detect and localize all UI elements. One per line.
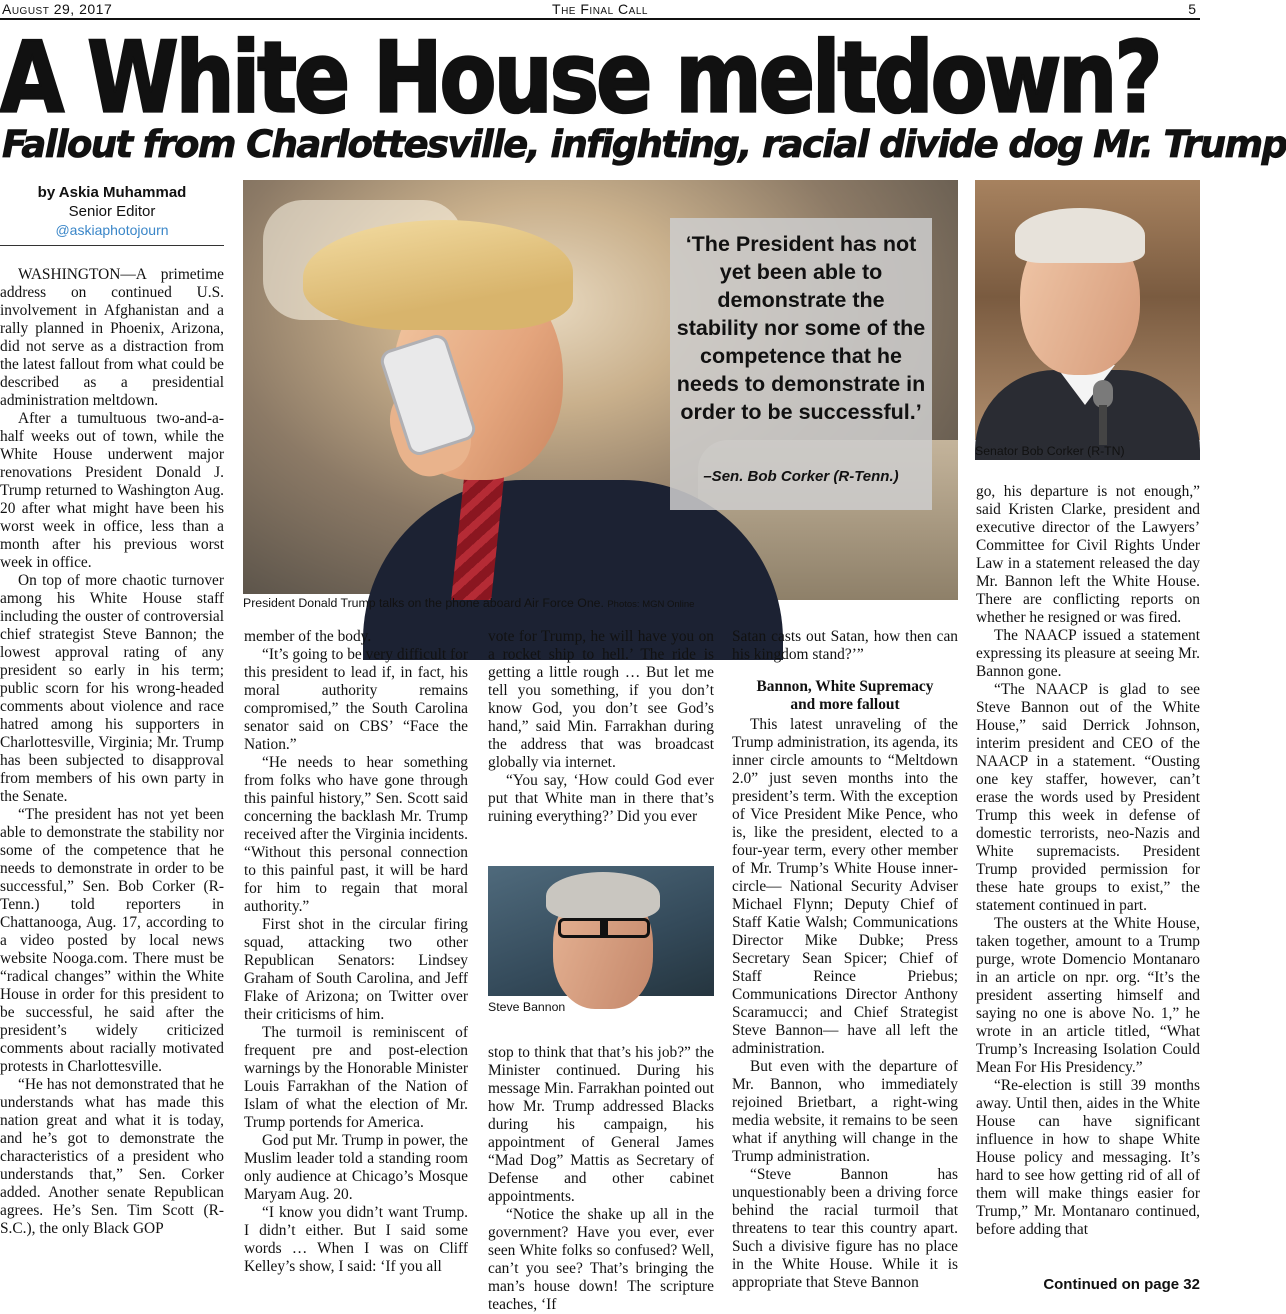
main-photo-caption <box>243 596 958 612</box>
main-photo-caption-text: President Donald Trump talks on the phone aboard Air Force One. <box>243 596 604 610</box>
byline-twitter-handle[interactable]: @askiaphotojourn <box>55 222 169 238</box>
article-paragraph: “The NAACP is glad to see Steve Bannon out of the White House,” said Derrick Johnson, interim president and CEO of the NAACP in a statement. “Ousting one key staffer, however, can’t erase the words used by President Trump this week in defense of domestic terrorists, neo-Nazis and White supremacists. President Trump provided permission for these hate groups to exist,” the statement continued in part. <box>976 681 1200 914</box>
article-paragraph: “Re-election is still 39 months away. Until then, aides in the White House can have significant influence in how to shape White House policy and messaging. It’s hard to see how getting rid of all of them will make things easier for Trump,” Mr. Montanaro continued, before adding that <box>976 1077 1200 1238</box>
corker-photo <box>975 180 1200 440</box>
bannon-photo-caption: Steve Bannon <box>488 1000 566 1014</box>
photo-hair <box>1015 208 1145 263</box>
article-paragraph: go, his departure is not enough,” said Kristen Clarke, president and executive director of the Lawyers’ Committee for Civil Rights Under Law in a statement released the day Mr. Bannon left the White House. There are conflicting reports on whether he resigned or was fired. <box>976 483 1200 626</box>
section-subhead-line: and more fallout <box>790 696 900 713</box>
subheadline: Fallout from Charlottesville, infighting, racial divide dog Mr. Trump <box>2 123 1286 166</box>
article-paragraph: “He needs to hear something from folks who have gone through this painful history,” Sen. Scott said concerning the backlash Mr. Trump received after the Virginia incidents. “Without this personal connection to this painful past, it will be hard for him to regain that moral authority.” <box>244 754 468 915</box>
article-paragraph: member of the body. <box>244 628 372 645</box>
article-paragraph: The NAACP issued a statement expressing its pleasure at seeing Mr. Bannon gone. <box>976 627 1200 680</box>
article-column-1 <box>0 266 224 1238</box>
article-column-4 <box>732 628 958 1292</box>
photo-hair <box>546 872 660 920</box>
microphone-icon <box>1093 380 1113 408</box>
byline-title: Senior Editor <box>68 203 156 220</box>
pull-quote <box>670 218 932 510</box>
article-paragraph: “The president has not yet been able to demonstrate the stability nor some of the competence that he needs to demonstrate in order to be successful,” Sen. Bob Corker (R-Tenn.) told reporters in Chattanooga, Aug. 17, according to a video posted by local news website Nooga.com. There must be “radical changes” within the White House in order for this president to be successful, he said after the president’s widely criticized comments about racially motivated protests in Charlottesville. <box>0 806 224 1075</box>
corker-photo-caption: Senator Bob Corker (R-TN) <box>975 444 1125 458</box>
article-paragraph: vote for Trump, he will have you on a rocket ship to hell.’ The ride is getting a little rough … But let me tell you something, if you don’t know God, you don’t see God’s hand,” said Min. Farrakhan during the address that was broadcast globally via internet. <box>488 628 714 771</box>
publication-name: The Final Call <box>552 1 648 17</box>
article-paragraph: stop to think that that’s his job?” the Minister continued. During his message Min. Farrakhan pointed out how Mr. Trump addressed Blacks during his campaign, his appointment of General James “Mad Dog” Mattis as Secretary of Defense and other cabinet appointments. <box>488 1044 714 1205</box>
article-paragraph: “Notice the shake up all in the government? Have you ever, ever seen White folks so confused? Well, can’t you see? That’s bringing the man’s house down! The scripture teaches, ‘If <box>488 1206 714 1313</box>
article-paragraph: The ousters at the White House, taken together, amount to a Trump purge, wrote Domencio Montanaro in an article on npr. org. “It’s the president asserting himself and saying no one is above No. 1,” he wrote in an article titled, “What Trump’s Increasing Isolation Could Mean For His Presidency.” <box>976 915 1200 1076</box>
bannon-photo <box>488 866 714 996</box>
microphone-stand <box>1099 405 1107 445</box>
photo-credit: Photos: MGN Online <box>607 599 695 610</box>
pull-quote-attribution: –Sen. Bob Corker (R-Tenn.) <box>703 468 899 485</box>
article-paragraph: The turmoil is reminiscent of frequent pre and post-election warnings by the Honorable Minister Louis Farrakhan of the Nation of Islam of what the election of Mr. Trump portends for America. <box>244 1024 468 1131</box>
headline: A White House meltdown? <box>0 20 1160 136</box>
article-paragraph: But even with the departure of Mr. Bannon, who immediately rejoined Brietbart, a right-wing media website, it remains to be seen what if anything will change in the Trump administration. <box>732 1058 958 1165</box>
glasses-bridge <box>600 918 608 938</box>
article-paragraph: “It’s going to be very difficult for this president to lead if, in fact, his moral authority remains compromised,” the South Carolina senator said on CBS’ “Face the Nation.” <box>244 646 468 753</box>
article-column-2 <box>244 628 468 1276</box>
article-paragraph: WASHINGTON—A primetime address on continued U.S. involvement in Afghanistan and a rally planned in Phoenix, Arizona, did not serve as a distraction from the latest fallout from what could be described as a presidential administration meltdown. <box>0 266 224 409</box>
byline <box>0 183 224 239</box>
article-column-5 <box>976 483 1200 1239</box>
article-paragraph: Satan casts out Satan, how then can his kingdom stand?’” <box>732 628 958 663</box>
pull-quote-text: ‘The President has not yet been able to demonstrate the stability nor some of the competence that he needs to demonstrate in order to be successful.’ <box>676 232 926 424</box>
section-subhead-line: Bannon, White Supremacy <box>756 678 934 695</box>
article-column-3-bottom <box>488 1044 714 1314</box>
page-number: 5 <box>1188 1 1196 17</box>
byline-author: by Askia Muhammad <box>37 184 187 201</box>
article-paragraph: “He has not demonstrated that he understands what has made this nation great and what it is today, and he’s got to demonstrate the characteristics of a president who understands that,” Sen. Corker added. Another senate Republican agrees. He’s Sen. Tim Scott (R-S.C.), the only Black GOP <box>0 1076 224 1237</box>
byline-divider <box>0 245 224 246</box>
article-paragraph: After a tumultuous two-and-a-half weeks out of town, while the White House underwent major renovations President Donald J. Trump returned to Washington Aug. 20 after what might have been his worst week in office, less than a month after his previous worst week in office. <box>0 410 224 571</box>
article-paragraph: First shot in the circular firing squad, attacking two other Republican Senators: Lindsey Graham of South Carolina, and Jeff Flake of Arizona; on Twitter over their criticisms of him. <box>244 916 468 1023</box>
article-paragraph: This latest unraveling of the Trump administration, its agenda, its inner circle amounts to “Meltdown 2.0” just seven months into the president’s term. With the exception of Vice President Mike Pence, who is, like the president, elected to a four-year term, every other member of Mr. Trump’s White House inner-circle— National Security Adviser Michael Flynn; Deputy Chief of Staff Katie Walsh; Communications Director Mike Dubke; Press Secretary Sean Spicer; Chief of Staff Reince Priebus; Communications Director Anthony Scaramucci; and Chief Strategist Steve Bannon— have all left the administration. <box>732 716 959 1057</box>
article-paragraph: God put Mr. Trump in power, the Muslim leader told a standing room only audience at Chicago’s Mosque Maryam Aug. 20. <box>244 1132 468 1203</box>
article-paragraph: “I know you didn’t want Trump. I didn’t either. But I said some words … When I was on Cliff Kelley’s show, I said: ‘If you all <box>244 1204 468 1275</box>
running-header <box>0 0 1200 20</box>
article-paragraph: “You say, ‘How could God ever put that White man in there that’s ruining everything?’ Did you ever <box>488 772 714 825</box>
section-subhead <box>732 678 958 714</box>
issue-date: August 29, 2017 <box>2 1 113 17</box>
photo-hair <box>303 220 573 330</box>
article-column-3-top <box>488 628 714 826</box>
article-paragraph: “Steve Bannon has unquestionably been a driving force behind the racial turmoil that threatens to tear this country apart. Such a divisive figure has no place in the White House. While it is appropriate that Steve Bannon <box>732 1166 958 1291</box>
article-paragraph: On top of more chaotic turnover among his White House staff including the ouster of controversial chief strategist Steve Bannon; the lowest approval rating of any president so early in his term; public scorn for his wrong-headed comments about violence and race hatred among his supporters in Charlottesville, Virginia; Mr. Trump has been subjected to disapproval from members of his own party in the Senate. <box>0 572 224 805</box>
continued-jump-link[interactable]: Continued on page 32 <box>1043 1276 1200 1293</box>
